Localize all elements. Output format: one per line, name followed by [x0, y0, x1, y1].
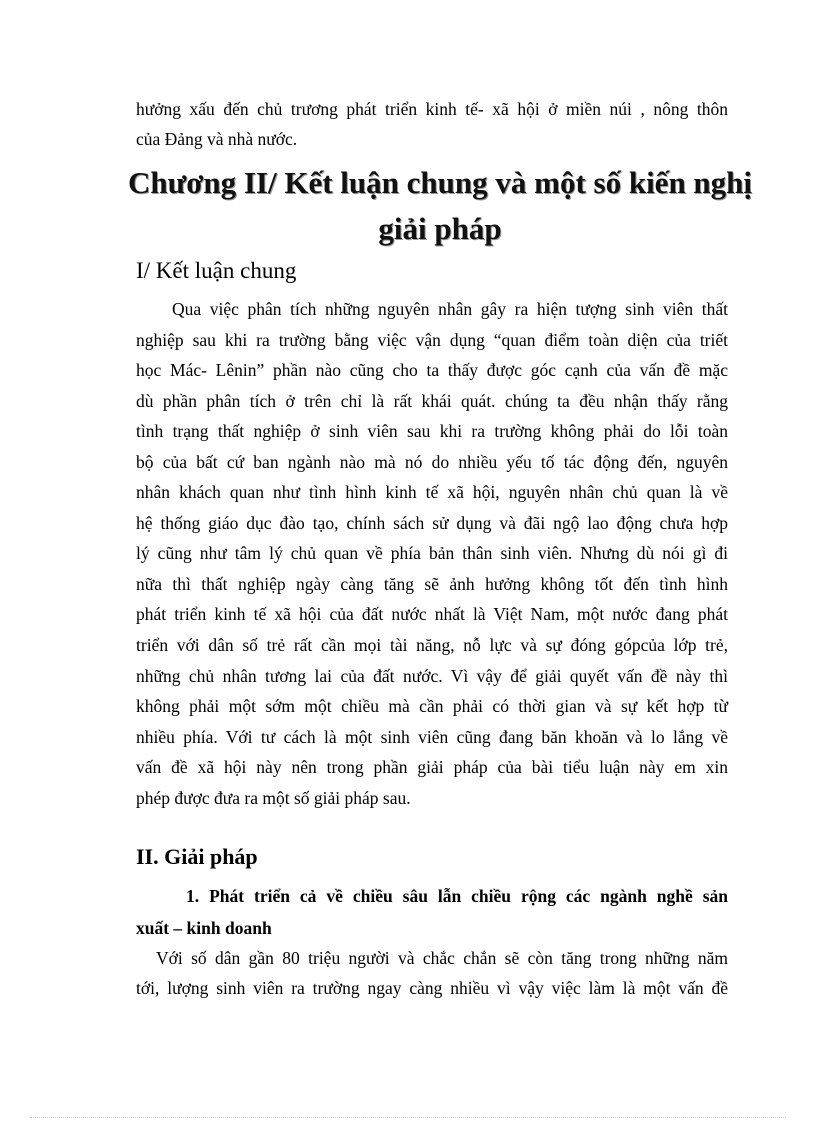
page-footer-divider: [30, 1117, 786, 1118]
paragraph-line: phép được đưa ra một số giải pháp sau.: [136, 787, 411, 808]
paragraph-line: vấn đề xã hội này nên trong phần giải pháp của bài tiểu luận này em xin: [136, 757, 728, 778]
solution-paragraph: [136, 943, 728, 1003]
paragraph-line: Qua việc phân tích những nguyên nhân gây ra hiện tượng sinh viên thất: [172, 299, 728, 319]
paragraph-line: những chủ nhân tương lai của đất nước. Vì vậy để giải quyết vấn đề này thì: [136, 665, 728, 686]
chapter-title-line: giải pháp: [378, 211, 502, 246]
paragraph-line: tình trạng thất nghiệp ở sinh viên sau khi ra trường không phải do lỗi toàn: [136, 421, 728, 442]
subsection-heading-line: xuất – kinh doanh: [136, 918, 272, 938]
paragraph-line: nữa thì thất nghiệp ngày càng tăng sẽ ảnh hưởng không tốt đến tình hình: [136, 573, 728, 594]
paragraph-line: dù phần phân tích ở trên chỉ là rất khái quát. chúng ta đều nhận thấy rằng: [136, 390, 728, 411]
paragraph-line: phát triển kinh tế xã hội của đất nước nhất là Việt Nam, một nước đang phát: [136, 604, 728, 625]
subsection-heading: [136, 880, 728, 944]
paragraph-line: lý cũng như tâm lý chủ quan về phía bản thân sinh viên. Nhưng dù nói gì đi: [136, 543, 728, 564]
paragraph-line: học Mác- Lênin” phần nào cũng cho ta thấy được góc cạnh của vấn đề mặc: [136, 360, 728, 381]
intro-paragraph: [136, 94, 728, 154]
section-heading-solution: II. Giải pháp: [136, 844, 258, 869]
paragraph-line: Với số dân gần 80 triệu người và chắc chắn sẽ còn tăng trong những năm: [156, 948, 728, 968]
paragraph-line: hệ thống giáo dục đào tạo, chính sách sử dụng và đãi ngộ lao động chưa hợp: [136, 512, 728, 533]
paragraph-line: triển với dân số trẻ rất cần mọi tài năng, nỗ lực và sự đóng gópcủa lớp trẻ,: [136, 635, 728, 656]
paragraph-line: không phải một sớm một chiều mà cần phải có thời gian và sự kết hợp từ: [136, 696, 728, 717]
paragraph-line: bộ của bất cứ ban ngành nào mà nó do nhiều yếu tố tác động đến, nguyên: [136, 451, 728, 472]
conclusion-paragraph: [136, 294, 728, 813]
paragraph-line: nhiều phía. Với tư cách là một sinh viên cũng đang băn khoăn và lo lắng về: [136, 726, 728, 747]
chapter-title: [100, 160, 780, 252]
chapter-title-line: Chương II/ Kết luận chung và một số kiến nghị: [127, 165, 753, 200]
paragraph-line: nhân khách quan như tình hình kinh tế xã hội, nguyên nhân chủ quan là về: [136, 482, 728, 503]
intro-line: của Đảng và nhà nước.: [136, 129, 298, 149]
paragraph-line: tới, lượng sinh viên ra trường ngay càng nhiều vì vậy việc làm là một vấn đề: [136, 978, 728, 998]
subsection-heading-line: 1. Phát triển cả về chiều sâu lẫn chiều rộng các ngành nghề sản: [186, 886, 728, 906]
intro-line: hưởng xấu đến chủ trương phát triển kinh tế- xã hội ở miền núi , nông thôn: [136, 99, 728, 119]
section-heading-conclusion: I/ Kết luận chung: [136, 258, 297, 283]
paragraph-line: nghiệp sau khi ra trường bằng việc vận dụng “quan điểm toàn diện của triết: [136, 329, 728, 350]
